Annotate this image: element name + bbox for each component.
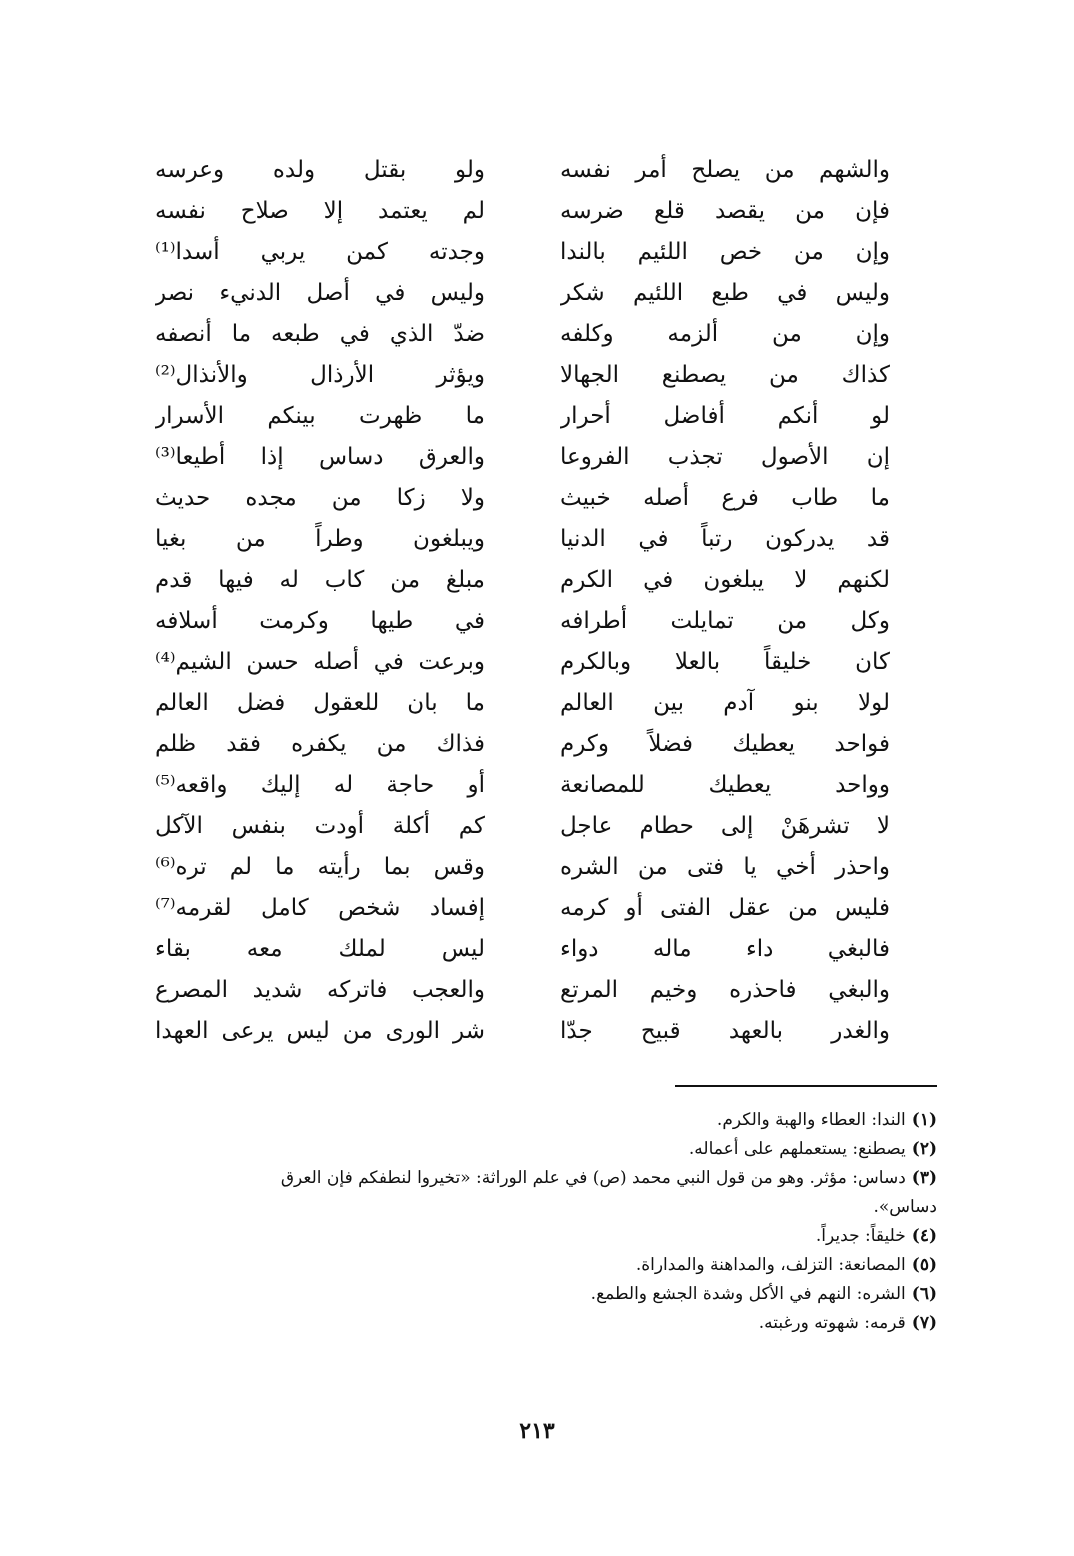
footnote (137, 1280, 937, 1309)
footnote-number: (٢) (911, 1139, 937, 1159)
footnote-number: (٤) (911, 1226, 937, 1246)
footnote-divider (675, 1085, 937, 1087)
verse-line: ويؤثر الأرذال والأنذال⁽²⁾ (155, 362, 485, 388)
footnote (137, 1135, 937, 1164)
verse-line: والعجب فاتركه شديد المصرع (155, 977, 485, 1003)
verse-line: إفساد شخص كامل لقرمه⁽⁷⁾ (155, 895, 485, 921)
footnote-text: قرمه: شهوته ورغبته. (758, 1313, 906, 1333)
verse-line: وليس في أصل الدنيء نصر (155, 280, 485, 306)
verse-line: أو حاجة له إليك واقعه⁽⁵⁾ (155, 772, 485, 798)
verse-line: ولو بقتل ولده وعرسه (155, 157, 485, 183)
verse-line: ولا زكا من مجده حديث (155, 485, 485, 511)
verse-line: والشهم من يصلح أمر نفسه (560, 157, 890, 183)
verse-line: كان خليقاً بالعلا وبالكرم (560, 649, 890, 675)
verse-line: وجدته كمن يربي أسدا⁽¹⁾ (155, 239, 485, 265)
verse-line: مبلغ من كاب له فيها قدم (155, 567, 485, 593)
verse-line: لم يعتمد إلا صلاح نفسه (155, 198, 485, 224)
verse-line: لا تشرهَنْ إلى حطام عاجل (560, 813, 890, 839)
verse-line: والعرق دساس إذا أطيعا⁽³⁾ (155, 444, 485, 470)
verse-line: والغدر بالعهد قبيح جدّا (560, 1018, 890, 1044)
verse-line: وكل من تمايلت أطرافه (560, 608, 890, 634)
verse-line: لولا بنو آدم بين العالم (560, 690, 890, 716)
verse-line: ما طاب فرع أصله خبيث (560, 485, 890, 511)
footnote-text: خليقاً: جديراً. (815, 1226, 906, 1246)
verse-line: في طيها وكرمت أسلافه (155, 608, 485, 634)
footnote-number: (٦) (911, 1284, 937, 1304)
verse-line: فذاك من يكفره فقد ظلم (155, 731, 485, 757)
poem-right-column (560, 150, 890, 1052)
verse-line: ويبلغون وطراً من بغيا (155, 526, 485, 552)
footnote-text: دساس: مؤثر. وهو من قول النبي محمد (ص) في علم الوراثة: «تخيروا لنطفكم فإن العرق (280, 1168, 906, 1188)
verse-line: واحذر أخي يا فتى من الشره (560, 854, 890, 880)
footnote-number: (١) (911, 1110, 937, 1130)
verse-line: قد يدركون رتباً في الدنيا (560, 526, 890, 552)
verse-line: فواحد يعطيك فضلاً وكرم (560, 731, 890, 757)
verse-line: كم أكلة أودت بنفس الآكل (155, 813, 485, 839)
verse-line: ليس لملك معه بقاء (155, 936, 485, 962)
verse-line: فالبغي داء ماله دواء (560, 936, 890, 962)
poem-left-column (155, 150, 485, 1052)
footnote (137, 1222, 937, 1251)
verse-line: إن الأصول تجذب الفروعا (560, 444, 890, 470)
verse-line: وإن من ألزمه وكلفه (560, 321, 890, 347)
footnote-number: (٥) (911, 1255, 937, 1275)
footnote-text: الشره: النهم في الأكل وشدة الجشع والطمع. (590, 1284, 906, 1304)
verse-line: وإن من خص اللئيم بالندا (560, 239, 890, 265)
verse-line: وليس في طبع اللئيم شكر (560, 280, 890, 306)
verse-line: وواحد يعطيك للمصانعة (560, 772, 890, 798)
verse-line: والبغي فاحذره وخيم المرتع (560, 977, 890, 1003)
footnotes (137, 1106, 937, 1338)
page-number: ٢١٣ (519, 1418, 555, 1444)
footnote-number: (٧) (911, 1313, 937, 1333)
verse-line: فليس من عقل الفتى أو كرمه (560, 895, 890, 921)
verse-line: ما ظهرت بينكم الأسرار (155, 403, 485, 429)
footnote (137, 1251, 937, 1280)
verse-line: لكنهم لا يبلغون في الكرم (560, 567, 890, 593)
verse-line: ضدّ الذي في طبعه ما أنصفه (155, 321, 485, 347)
verse-line: ما بان للعقول فضل العالم (155, 690, 485, 716)
footnote (137, 1164, 937, 1193)
poem-body (150, 150, 910, 1070)
footnote-text: الندا: العطاء والهبة والكرم. (716, 1110, 906, 1130)
footnote-number: (٣) (911, 1168, 937, 1188)
verse-line: شر الورى من ليس يرعى العهدا (155, 1018, 485, 1044)
verse-line: لو أنكم أفاضل أحرار (560, 403, 890, 429)
footnote-text: المصانعة: التزلف، والمداهنة والمداراة. (635, 1255, 906, 1275)
footnote (137, 1309, 937, 1338)
footnote (137, 1106, 937, 1135)
verse-line: وبرعت في أصله حسن الشيم⁽⁴⁾ (155, 649, 485, 675)
verse-line: فإن من يقصد قلع ضرسه (560, 198, 890, 224)
footnote-continuation: دساس». (873, 1197, 937, 1217)
footnote-text: يصطنع: يستعملهم على أعماله. (688, 1139, 906, 1159)
verse-line: كذاك من يصطنع الجهالا (560, 362, 890, 388)
verse-line: وقس بما رأيته ما لم تره⁽⁶⁾ (155, 854, 485, 880)
